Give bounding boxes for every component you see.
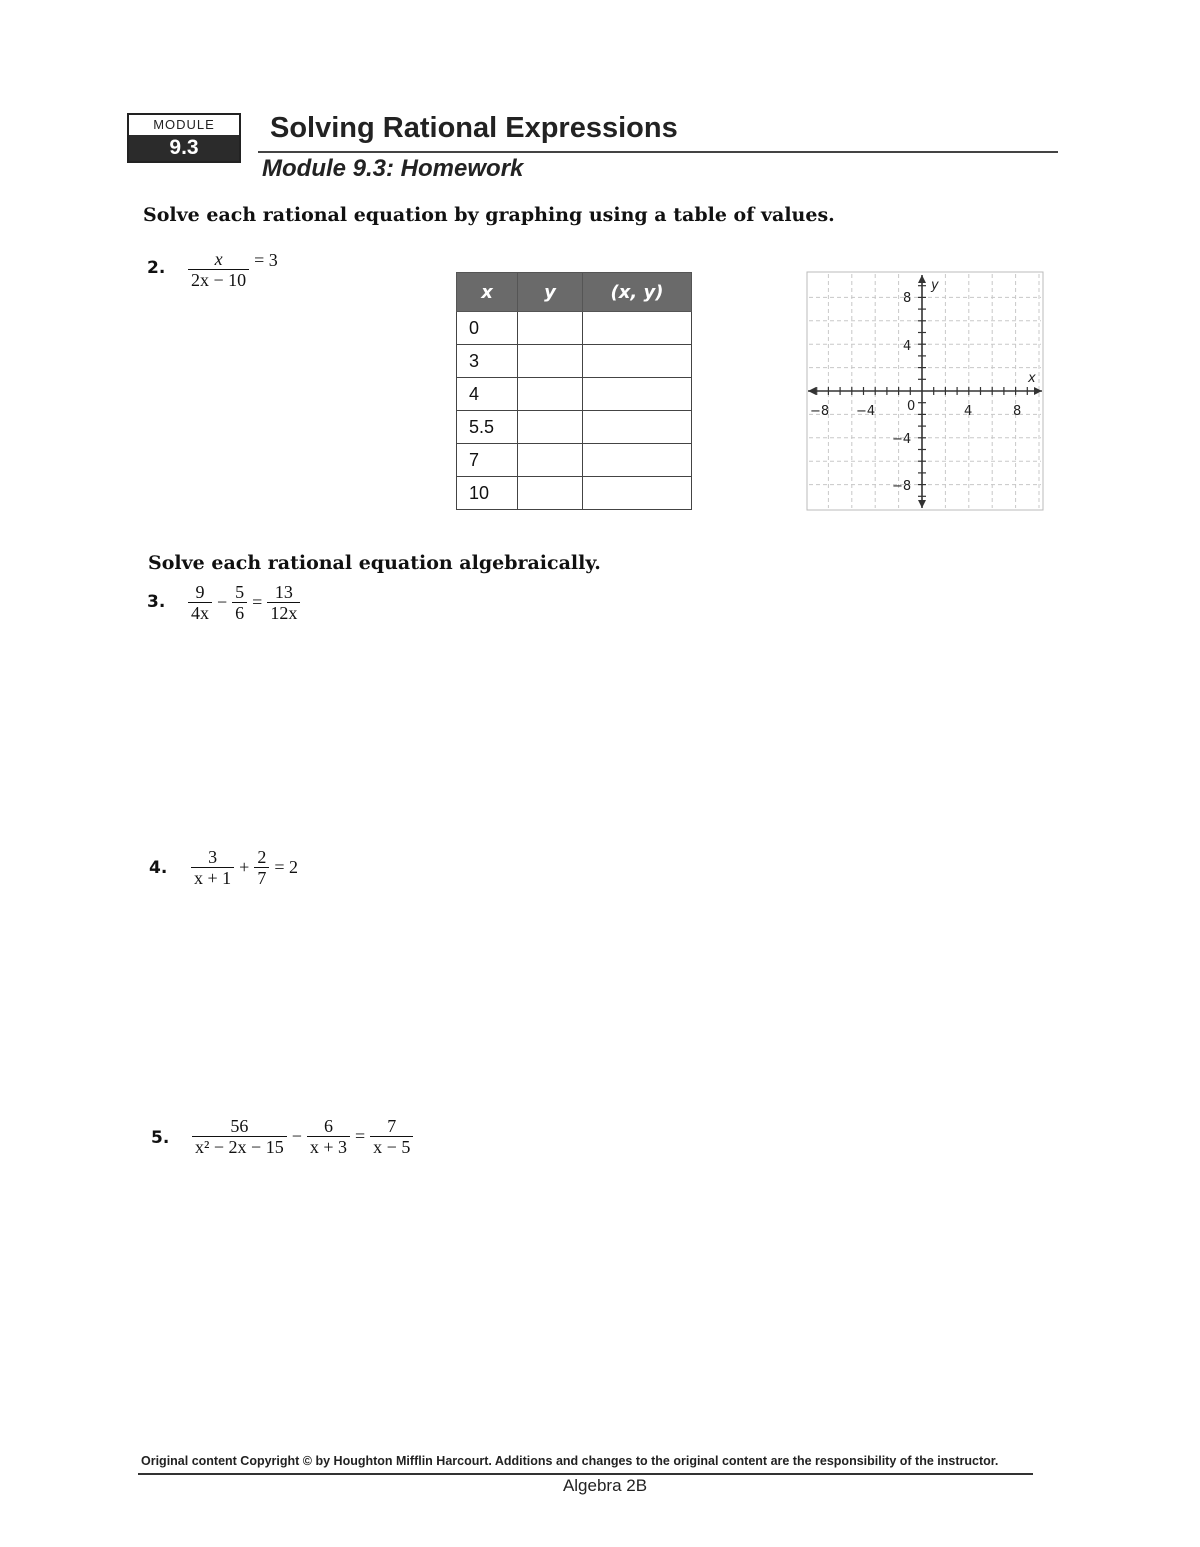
y-tick-label: 8: [903, 291, 912, 306]
fraction-denominator: 6: [232, 602, 247, 622]
problem-2-number: 2.: [147, 258, 166, 278]
x-tick-label: 8: [1013, 404, 1022, 419]
y-cell[interactable]: [518, 477, 583, 510]
fraction-denominator: x − 5: [370, 1136, 413, 1156]
fraction-denominator: 7: [254, 867, 269, 887]
y-cell[interactable]: [518, 312, 583, 345]
fraction-denominator: 4x: [188, 602, 212, 622]
x-tick-label: −8: [810, 404, 830, 419]
fraction-denominator: x + 3: [307, 1136, 350, 1156]
table-row: [457, 444, 692, 477]
fraction-numerator: 6: [323, 1116, 333, 1136]
x-cell: 7: [457, 444, 518, 477]
equals-sign: =: [252, 592, 263, 612]
fraction-denominator: x + 1: [191, 867, 234, 887]
problem-4-number: 4.: [149, 858, 168, 878]
fraction-numerator: 3: [208, 847, 218, 867]
module-number: 9.3: [129, 135, 239, 161]
fraction-numerator: 56: [230, 1116, 249, 1136]
operator: −: [217, 592, 228, 612]
coordinate-grid[interactable]: [806, 271, 1044, 511]
header-xy: (x, y): [583, 273, 692, 312]
page-title: Solving Rational Expressions: [270, 112, 678, 144]
y-tick-label: −8: [892, 479, 912, 494]
problem-3-fraction-c: [267, 583, 300, 622]
problem-3-number: 3.: [147, 592, 166, 612]
x-axis-label: x: [1028, 371, 1036, 386]
table-row: [457, 345, 692, 378]
table-row: [457, 477, 692, 510]
x-cell: 3: [457, 345, 518, 378]
xy-cell[interactable]: [583, 477, 692, 510]
table-row: [457, 312, 692, 345]
table-row: [457, 378, 692, 411]
values-table-header: [457, 273, 692, 312]
problem-2-fraction: [188, 250, 249, 289]
problem-3-fraction-a: [188, 583, 212, 622]
table-row: [457, 411, 692, 444]
problem-5-fraction-a: [192, 1117, 287, 1156]
problem-3-fraction-b: [232, 583, 247, 622]
page-subtitle: Module 9.3: Homework: [262, 155, 524, 182]
header-x: x: [457, 273, 518, 312]
problem-5-equation: [190, 1117, 415, 1156]
graphing-instruction: Solve each rational equation by graphing using a table of values.: [143, 204, 835, 226]
xy-cell[interactable]: [583, 411, 692, 444]
fraction-numerator: 5: [235, 582, 245, 602]
x-cell: 0: [457, 312, 518, 345]
xy-cell[interactable]: [583, 312, 692, 345]
problem-5-fraction-c: [370, 1117, 413, 1156]
module-label: MODULE: [129, 115, 239, 135]
x-tick-label: 4: [964, 404, 973, 419]
fraction-numerator: 9: [195, 582, 205, 602]
xy-cell[interactable]: [583, 378, 692, 411]
header-y: y: [518, 273, 583, 312]
problem-4-rhs: = 2: [274, 857, 298, 877]
y-cell[interactable]: [518, 378, 583, 411]
x-tick-label: −4: [856, 404, 876, 419]
problem-4-fraction-a: [191, 848, 234, 887]
module-badge: [127, 113, 241, 163]
y-axis-label: y: [931, 278, 939, 293]
problem-2-equation: [186, 250, 281, 289]
operator: +: [239, 857, 250, 877]
x-cell: 5.5: [457, 411, 518, 444]
xy-cell[interactable]: [583, 444, 692, 477]
problem-4-fraction-b: [254, 848, 269, 887]
title-divider: [258, 151, 1058, 153]
footer-divider: [138, 1473, 1033, 1475]
problem-2-denominator: 2x − 10: [188, 269, 249, 289]
problem-5-number: 5.: [151, 1128, 170, 1148]
fraction-numerator: 13: [274, 582, 293, 602]
fraction-denominator: 12x: [267, 602, 300, 622]
y-tick-label: 4: [903, 339, 912, 354]
course-name: Algebra 2B: [562, 1476, 648, 1495]
algebraic-instruction: Solve each rational equation algebraically.: [148, 552, 601, 574]
xy-cell[interactable]: [583, 345, 692, 378]
y-tick-label: −4: [892, 432, 912, 447]
problem-2-numerator: x: [214, 249, 223, 269]
problem-3-equation: [186, 583, 302, 622]
fraction-numerator: 2: [257, 847, 267, 867]
problem-5-fraction-b: [307, 1117, 350, 1156]
y-cell[interactable]: [518, 345, 583, 378]
fraction-denominator: x² − 2x − 15: [192, 1136, 287, 1156]
equals-sign: =: [355, 1126, 366, 1146]
y-cell[interactable]: [518, 411, 583, 444]
fraction-numerator: 7: [387, 1116, 397, 1136]
y-cell[interactable]: [518, 444, 583, 477]
origin-label: 0: [907, 399, 916, 414]
x-cell: 4: [457, 378, 518, 411]
problem-4-equation: [189, 848, 301, 887]
operator: −: [291, 1126, 302, 1146]
values-table: [456, 272, 692, 510]
x-cell: 10: [457, 477, 518, 510]
copyright-notice: Original content Copyright © by Houghton Mifflin Harcourt. Additions and changes to the original content are the responsibility of the instructor.: [141, 1454, 999, 1468]
problem-2-rhs: = 3: [254, 250, 278, 270]
